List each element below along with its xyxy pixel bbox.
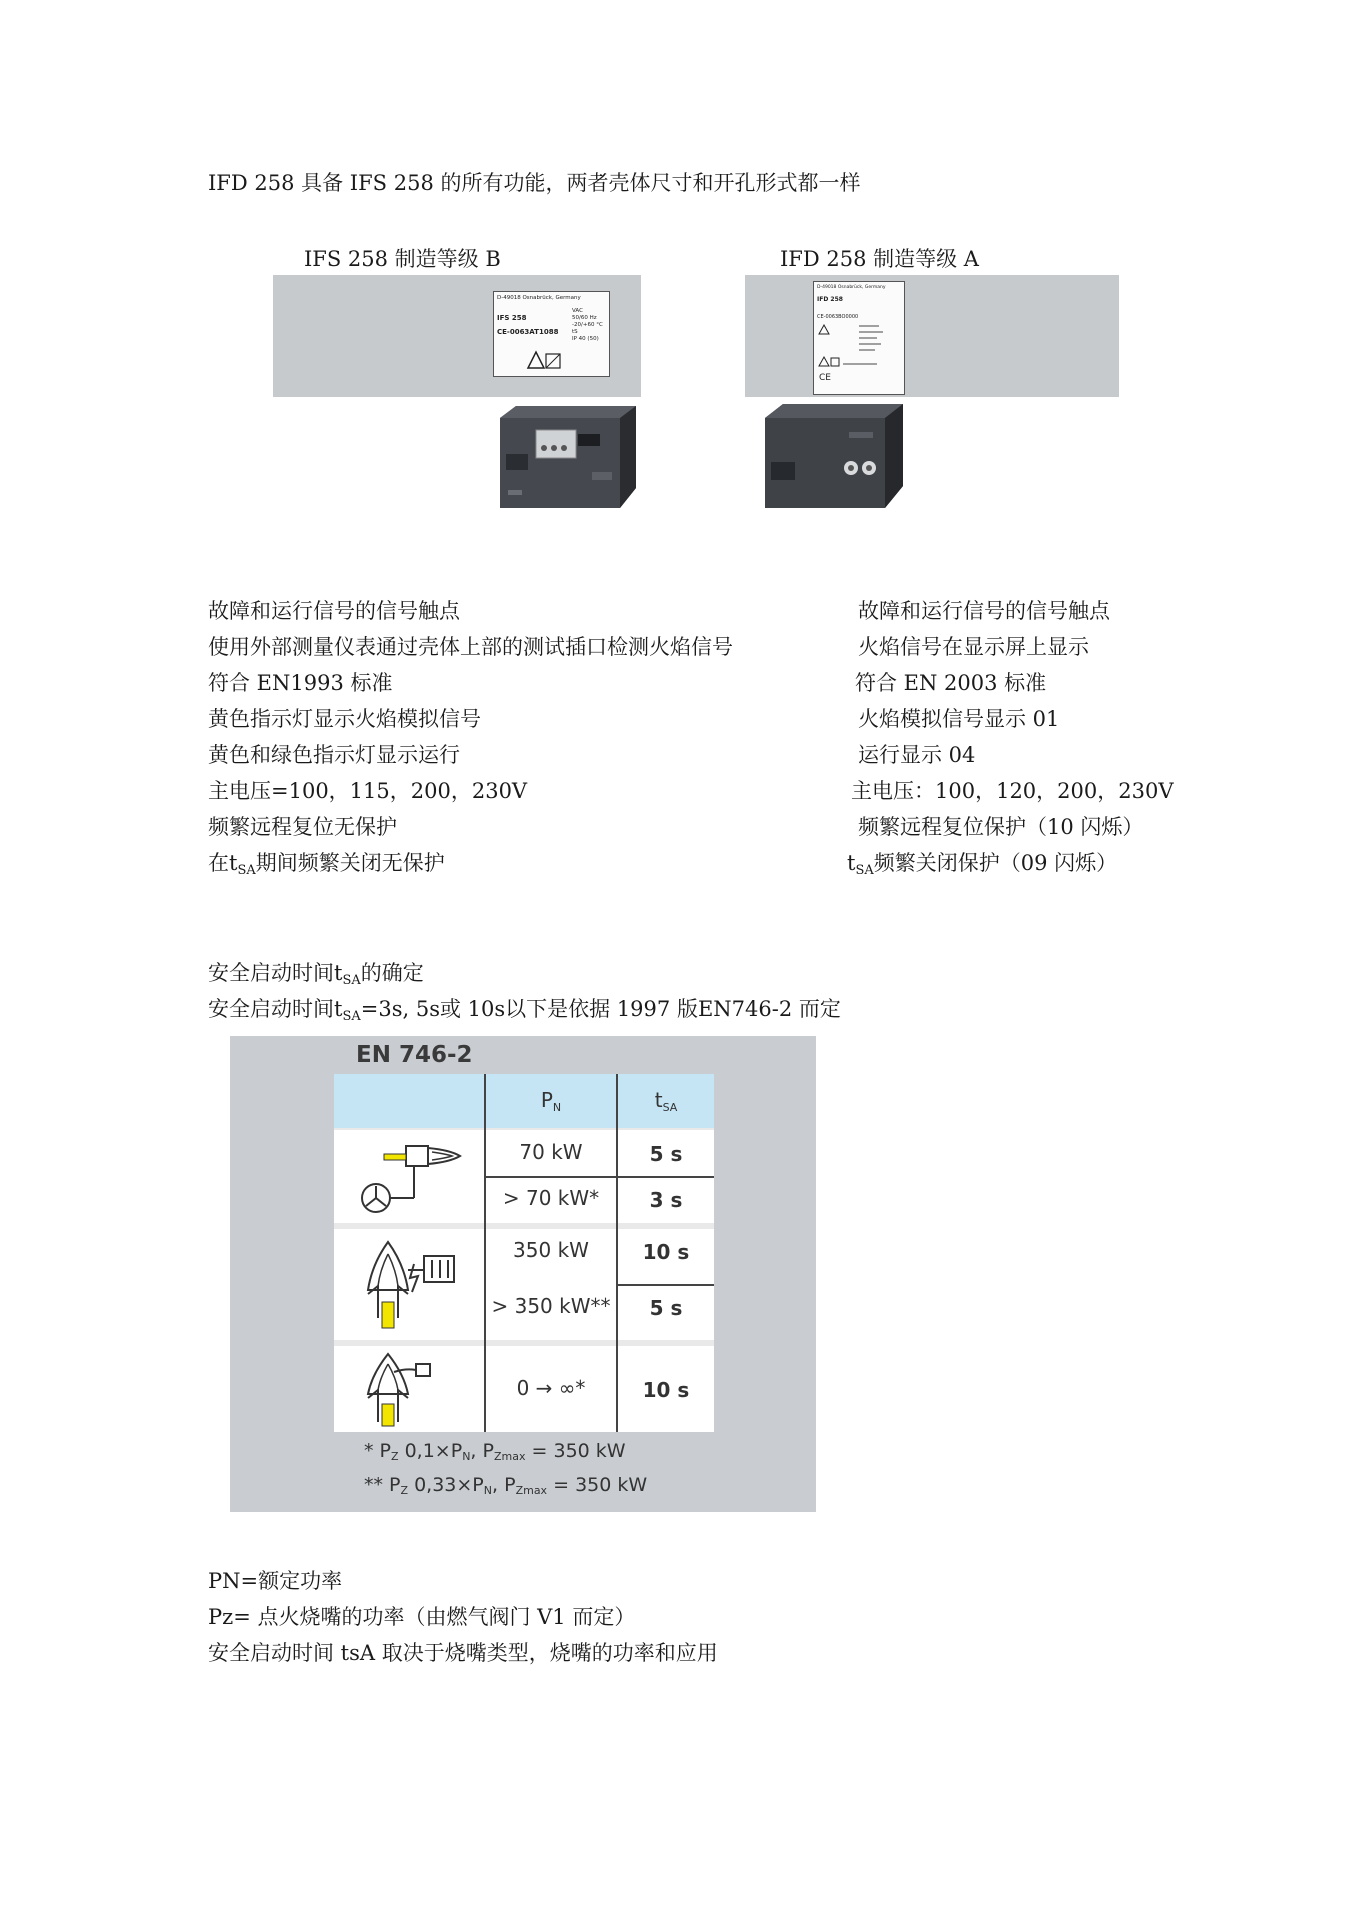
compare-right-item: 故障和运行信号的信号触点	[858, 599, 1110, 623]
row-divider	[616, 1284, 714, 1286]
compare-left-item: 使用外部测量仪表通过壳体上部的测试插口检测火焰信号	[208, 635, 733, 659]
compare-right-item: 火焰模拟信号显示 01	[858, 707, 1060, 731]
svg-text:CE: CE	[819, 373, 831, 383]
figure-title: EN 746-2	[356, 1042, 473, 1068]
compare-right-item: 运行显示 04	[858, 743, 976, 767]
compare-right-item: 火焰信号在显示屏上显示	[858, 635, 1089, 659]
plate-cert: CE-0063BO0000	[817, 314, 859, 320]
burner-ignition-icon	[354, 1234, 474, 1338]
en746-table	[334, 1074, 714, 1432]
compare-left-item: 符合 EN1993 标准	[208, 671, 393, 695]
right-type-plate	[813, 281, 905, 395]
compare-right-item: 符合 EN 2003 标准	[855, 671, 1047, 695]
plate-spec: 50/60 Hz	[572, 315, 597, 321]
plate-address: D-49018 Osnabrück, Germany	[497, 295, 581, 301]
row-divider	[486, 1176, 714, 1178]
burner-pilot-icon	[354, 1350, 474, 1430]
compare-left-item: 黄色指示灯显示火焰模拟信号	[208, 707, 481, 731]
section-title: 安全启动时间$t_{SA}$的确定	[208, 961, 424, 988]
column-divider	[616, 1074, 618, 1432]
left-panel-label: IFS 258 制造等级 B	[304, 247, 501, 271]
compare-right-item: 频繁远程复位保护（10 闪烁）	[858, 815, 1144, 839]
en746-figure	[230, 1036, 816, 1512]
burner-fan-icon	[346, 1136, 476, 1220]
compare-left-item: 故障和运行信号的信号触点	[208, 599, 460, 623]
compare-left-item: 频繁远程复位无保护	[208, 815, 397, 839]
note-pn: PN=额定功率	[208, 1569, 343, 1593]
row-tsa: 5 s	[649, 1142, 683, 1166]
left-label-photo	[273, 275, 641, 397]
plate-spec: VAC	[572, 308, 583, 314]
right-label-photo	[745, 275, 1119, 397]
compare-right-item: $t_{SA}$频繁关闭保护（09 闪烁）	[847, 851, 1118, 878]
row-tsa: 10 s	[642, 1240, 690, 1264]
plate-spec: IP 40 (50)	[572, 336, 599, 342]
plate-address: D-49018 Osnabrück, Germany	[817, 285, 886, 290]
row-tsa: 10 s	[642, 1378, 690, 1402]
plate-model: IFD 258	[817, 296, 843, 303]
ifs258-device-photo	[492, 402, 642, 514]
plate-spec: tS	[572, 329, 578, 335]
intro-text: IFD 258 具备 IFS 258 的所有功能，两者壳体尺寸和开孔形式都一样	[208, 171, 861, 195]
plate-spec: -20/+60 °C	[572, 322, 603, 328]
warning-icon	[524, 348, 564, 370]
compare-left-item: 主电压=100，115，200，230V	[208, 779, 528, 803]
footnote-1: * $P_Z$ $0,1\times P_N$, $P_{Zmax} = 350$ kW	[364, 1440, 626, 1463]
compare-left-item: 黄色和绿色指示灯显示运行	[208, 743, 460, 767]
section-line: 安全启动时间$t_{SA}=3s$, 5s或 10s以下是依据 1997 版EN746-2 而定	[208, 997, 841, 1024]
header-tsa: $t_{SA}$	[654, 1088, 678, 1114]
compare-left-item: 在$t_{SA}$期间频繁关闭无保护	[208, 851, 445, 878]
row-pn: 70 kW	[519, 1140, 583, 1164]
row-pn: 350 kW	[513, 1238, 589, 1262]
header-pn: $P_N$	[540, 1088, 562, 1114]
row-pn: > 350 kW**	[491, 1294, 611, 1318]
compare-right-item: 主电压：100，120，200，230V	[851, 779, 1174, 803]
row-pn: 0 → ∞*	[516, 1376, 586, 1400]
plate-cert: CE-0063AT1088	[497, 328, 559, 336]
note-tsa: 安全启动时间 tsA 取决于烧嘴类型，烧嘴的功率和应用	[208, 1641, 718, 1665]
row-pn: > 70 kW*	[502, 1186, 600, 1210]
footnote-2: ** $P_Z$ $0,33\times P_N$, $P_{Zmax} = 350$ kW	[364, 1474, 648, 1497]
spec-lines-icon	[817, 324, 901, 384]
left-type-plate	[493, 291, 610, 377]
note-pz: Pz= 点火烧嘴的功率（由燃气阀门 V1 而定）	[208, 1605, 636, 1629]
ifd258-device-photo	[763, 402, 913, 514]
plate-model: IFS 258	[497, 314, 527, 322]
row-tsa: 3 s	[649, 1188, 683, 1212]
column-divider	[484, 1074, 486, 1432]
right-panel-label: IFD 258 制造等级 A	[780, 247, 979, 271]
row-tsa: 5 s	[649, 1296, 683, 1320]
